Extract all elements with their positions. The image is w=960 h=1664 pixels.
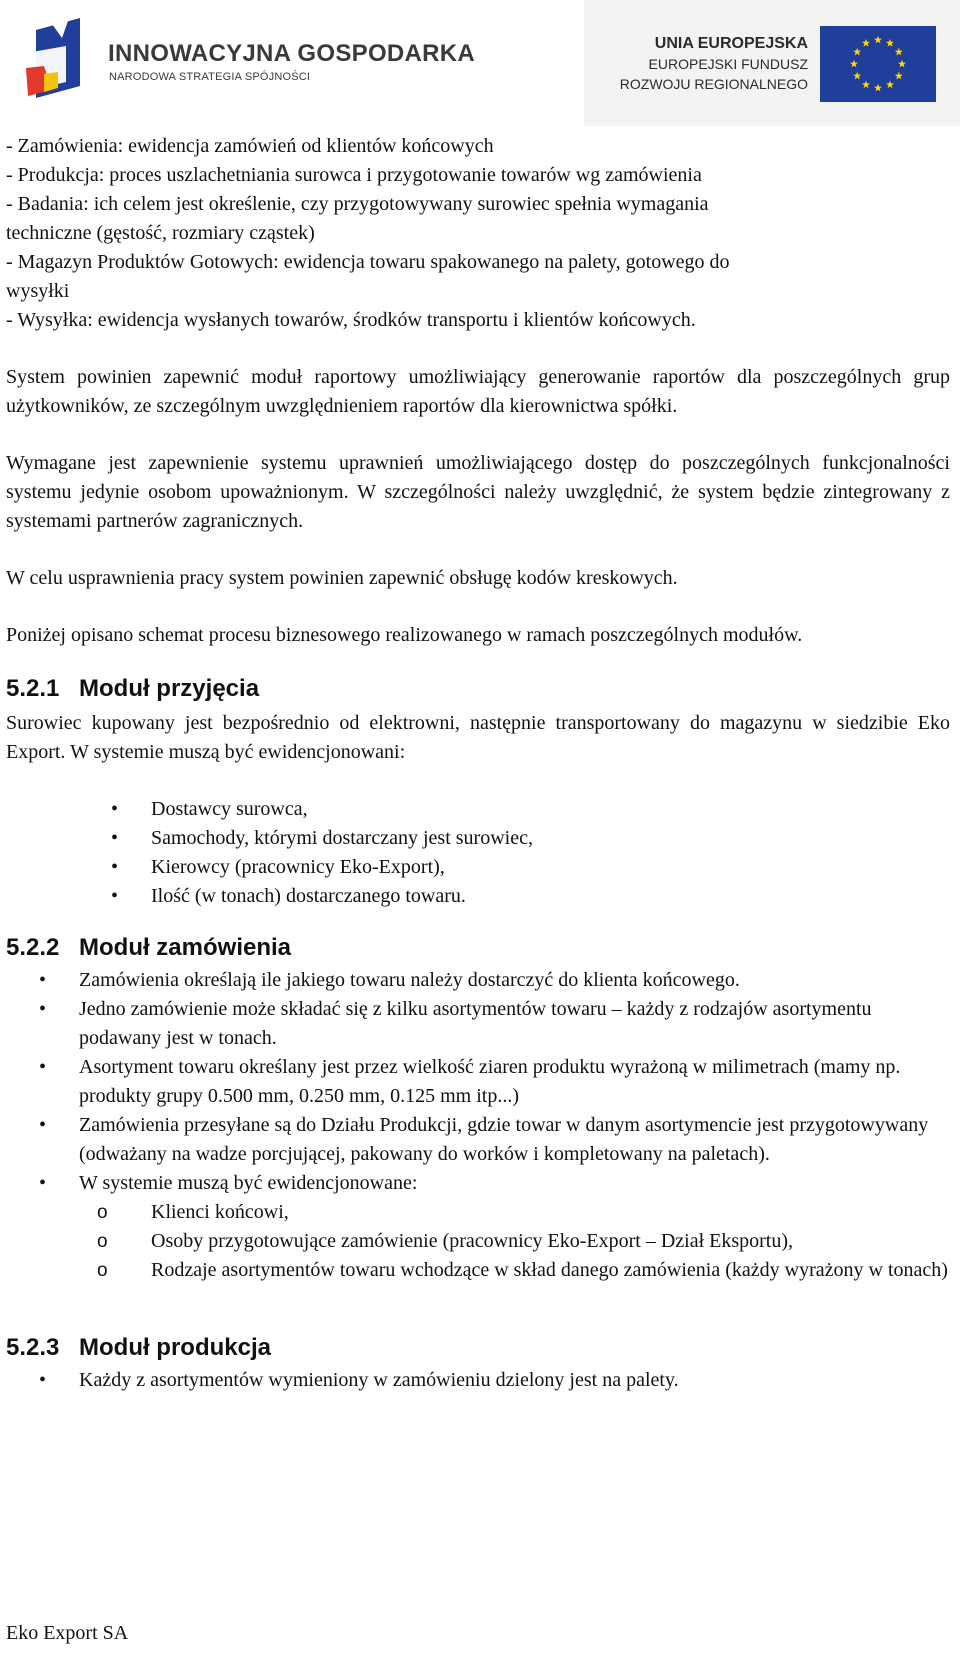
module-line: - Magazyn Produktów Gotowych: ewidencja towaru spakowanego na palety, gotowego do — [6, 251, 730, 273]
module-line: techniczne (gęstość, rozmiary cząstek) — [6, 222, 315, 244]
list-item: • Asortyment towaru określany jest przez wielkość ziaren produktu wyrażoną w milimetrach (mamy np. produkty grupy 0.500 mm, 0.250 mm, 0.125 mm itp...) — [79, 1053, 950, 1111]
section-heading-522 — [6, 933, 950, 962]
eu-line-2: EUROPEJSKI FUNDUSZ — [648, 56, 808, 72]
ig-brand-text: INNOWACYJNA GOSPODARKA — [108, 40, 476, 67]
sub-list-item: o Klienci końcowi, — [151, 1198, 950, 1227]
module-line: - Badania: ich celem jest określenie, czy przygotowywany surowiec spełnia wymagania — [6, 193, 709, 215]
list-item: • Samochody, którymi dostarczany jest surowiec, — [151, 824, 950, 853]
section-521-text: Surowiec kupowany jest bezpośrednio od elektrowni, następnie transportowany do magazynu w siedzibie Eko Export. W systemie muszą być ewidencjonowani: — [6, 712, 950, 763]
ig-tagline-text: NARODOWA STRATEGIA SPÓJNOŚCI — [109, 71, 311, 83]
section-heading-523 — [6, 1333, 950, 1362]
list-item — [79, 1169, 950, 1285]
page-header — [0, 0, 960, 128]
module-line: - Zamówienia: ewidencja zamówień od klientów końcowych — [6, 135, 494, 157]
eu-flag-icon — [820, 26, 936, 102]
list-item: • Kierowcy (pracownicy Eko-Export), — [151, 853, 950, 882]
list-item-text: W systemie muszą być ewidencjonowane: — [79, 1172, 418, 1194]
eu-line-1: UNIA EUROPEJSKA — [654, 35, 808, 52]
paragraph-process-intro: Poniżej opisano schemat procesu biznesowego realizowanego w ramach poszczególnych modułów. — [6, 624, 803, 646]
list-item: • Zamówienia określają ile jakiego towaru należy dostarczyć do klienta końcowego. — [79, 966, 950, 995]
section-number: 5.2.1 — [6, 675, 60, 702]
section-title: Moduł przyjęcia — [79, 675, 260, 702]
list-item: • Jedno zamówienie może składać się z kilku asortymentów towaru – każdy z rodzajów asortymentu podawany jest w tonach. — [79, 995, 950, 1053]
section-number: 5.2.3 — [6, 1334, 60, 1361]
section-number: 5.2.2 — [6, 934, 60, 961]
eu-fund-text — [608, 34, 808, 94]
bullet-list-522 — [6, 966, 950, 1285]
list-item: • Każdy z asortymentów wymieniony w zamówieniu dzielony jest na palety. — [79, 1366, 950, 1395]
document-body — [6, 132, 950, 1395]
bullet-list-523 — [6, 1366, 950, 1395]
paragraph-barcodes: W celu usprawnienia pracy system powinien zapewnić obsługę kodów kreskowych. — [6, 567, 678, 589]
section-title: Moduł zamówienia — [79, 934, 292, 961]
module-list — [6, 132, 950, 335]
bullet-list-521 — [6, 795, 950, 911]
section-title: Moduł produkcja — [79, 1334, 271, 1361]
list-item: • Dostawcy surowca, — [151, 795, 950, 824]
sub-list — [79, 1198, 950, 1285]
module-line: wysyłki — [6, 280, 70, 302]
ig-logo-mark-icon — [22, 16, 102, 100]
list-item: • Zamówienia przesyłane są do Działu Produkcji, gdzie towar w danym asortymencie jest przygotowywany (odważany na wadze porcjującej, pakowany do worków i kompletowany na paletach). — [79, 1111, 950, 1169]
module-line: - Produkcja: proces uszlachetniania surowca i przygotowanie towarów wg zamówienia — [6, 164, 702, 186]
page-footer: Eko Export SA — [6, 1622, 129, 1644]
innowacyjna-gospodarka-logo — [22, 16, 476, 100]
paragraph-permissions: Wymagane jest zapewnienie systemu uprawnień umożliwiającego dostęp do poszczególnych funkcjonalności systemu jedynie osobom upoważnionym. W szczególności należy uwzględnić, że system będzie zintegrowany z systemami partnerów zagranicznych. — [6, 452, 950, 532]
paragraph-reports: System powinien zapewnić moduł raportowy umożliwiający generowanie raportów dla poszczególnych grup użytkowników, ze szczególnym uwzględnieniem raportów dla kierownictwa spółki. — [6, 366, 950, 417]
sub-list-item: o Rodzaje asortymentów towaru wchodzące w skład danego zamówienia (każdy wyrażony w tonach) — [151, 1256, 950, 1285]
section-heading-521 — [6, 674, 950, 703]
eu-line-3: ROZWOJU REGIONALNEGO — [619, 76, 808, 92]
list-item: • Ilość (w tonach) dostarczanego towaru. — [151, 882, 950, 911]
eu-fund-logo — [584, 0, 960, 126]
module-line: - Wysyłka: ewidencja wysłanych towarów, środków transportu i klientów końcowych. — [6, 309, 696, 331]
sub-list-item: o Osoby przygotowujące zamówienie (pracownicy Eko-Export – Dział Eksportu), — [151, 1227, 950, 1256]
